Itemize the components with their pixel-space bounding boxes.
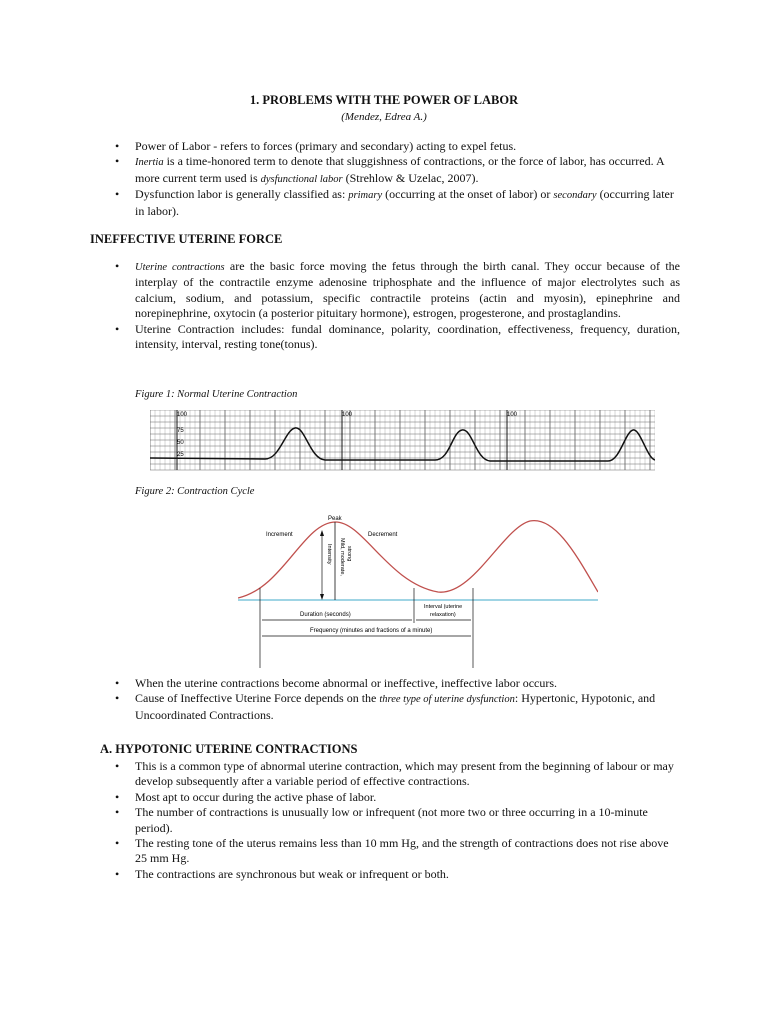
term-dysfunctional-labor: dysfunctional labor (260, 173, 343, 185)
section-heading-ineffective: INEFFECTIVE UTERINE FORCE (90, 232, 283, 246)
term-secondary: secondary (553, 190, 597, 202)
list-item (115, 259, 680, 322)
after-item-text: Cause of Ineffective Uterine Force depends on the (135, 691, 380, 706)
intro-item-text: (Strehlow & Uzelac, 2007). (342, 170, 479, 185)
intro-item-text: (occurring at the onset of labor) or (382, 187, 554, 202)
list-item (115, 867, 680, 882)
after-item-text: When the uterine contractions become abnormal or ineffective, ineffective labor occurs. (135, 676, 558, 690)
list-item (115, 676, 680, 691)
increment-label: Increment (266, 532, 293, 538)
normal-uterine-contraction-strip (150, 410, 655, 480)
hypotonic-item-text: The resting tone of the uterus remains less than 10 mm Hg, and the strength of contractions does not rise above 25 mm Hg. (135, 836, 669, 866)
figure2-caption: Figure 2: Contraction Cycle (135, 486, 255, 497)
hypotonic-item-text: The contractions are synchronous but weak or infrequent or both. (135, 866, 449, 881)
interval-label: relaxation) (430, 612, 456, 618)
interval-label: Interval (uterine (424, 604, 463, 610)
intro-item-text: (occurring later in labor). (135, 187, 674, 218)
decrement-label: Decrement (368, 532, 398, 538)
hypotonic-item-text: This is a common type of abnormal uterine contraction, which may present from the beginning of labour or may develop subsequently after a variable period of effective contractions. (135, 759, 674, 789)
document-title: 1. PROBLEMS WITH THE POWER OF LABOR (249, 93, 519, 107)
list-item (115, 836, 680, 867)
term-uterine-dysfunction: three type of uterine dysfunction (379, 694, 515, 706)
author-line: (Mendez, Edrea A.) (341, 111, 427, 123)
peak-label: Peak (328, 516, 342, 522)
scale-label: 100 (507, 412, 518, 418)
ineffective-list (115, 259, 680, 352)
duration-label: Duration (seconds) (300, 612, 351, 618)
contraction-tracing (150, 428, 655, 461)
section-heading-hypotonic: A. HYPOTONIC UTERINE CONTRACTIONS (100, 742, 358, 756)
intro-list (115, 139, 680, 219)
scale-label: 100 (342, 412, 353, 418)
figure1-caption: Figure 1: Normal Uterine Contraction (135, 389, 298, 400)
arrowhead (320, 594, 324, 600)
list-item (115, 691, 680, 723)
frequency-label: Frequency (minutes and fractions of a minute) (310, 628, 433, 634)
list-item (115, 139, 680, 154)
list-item (115, 154, 680, 187)
scale-label: 25 (177, 452, 184, 458)
hypotonic-item-text: The number of contractions is unusually low or infrequent (not more two or three occurring in a 10-minute period). (135, 805, 648, 835)
scale-label: 75 (177, 428, 184, 434)
intro-item-text: Dysfunction labor is generally classified as: (135, 187, 349, 202)
list-item (115, 790, 680, 805)
scale-label: 50 (177, 440, 184, 446)
intro-item-text: is a time-honored term to denote that sluggishness of contractions, or the force of labor, has occurred. A more current term used is (135, 154, 664, 185)
term-inertia: Inertia (135, 157, 164, 169)
list-item (115, 805, 680, 836)
after-item-text: : Hypertonic, Hypotonic, and Uncoordinated Contractions. (135, 691, 656, 722)
scale-label: 100 (177, 412, 188, 418)
contraction-cycle-diagram (238, 508, 598, 668)
list-item (115, 759, 680, 790)
list-item (115, 187, 680, 219)
ineffective-item-text: are the basic force moving the fetus through the birth canal. They occur because of the interplay of the contractile enzyme adenosine triphosphate and the influence of major electrolytes such as calcium, sodium, and potassium, specific contractile proteins (actin and myosin), epinephrine and norepinephrine, oxytocin (a posterior pituitary hormone), estrogen, progesterone, and prostaglandins. (135, 259, 680, 321)
after-list (115, 676, 680, 723)
ineffective-item-text: Uterine Contraction includes: fundal dominance, polarity, coordination, effectiveness, frequency, duration, intensity, interval, resting tone(tonus). (135, 321, 680, 352)
intensity-sub-label: Mild, moderate, (339, 538, 345, 576)
hypotonic-item-text: Most apt to occur during the active phase of labor. (135, 789, 377, 804)
hypotonic-list (115, 759, 680, 882)
intensity-label: Intensity (326, 544, 332, 565)
list-item (115, 322, 680, 353)
intro-item-text: Power of Labor - refers to forces (primary and secondary) acting to expel fetus. (135, 139, 517, 153)
intensity-sub-label: strong (346, 546, 352, 562)
arrowhead (320, 530, 324, 536)
term-primary: primary (348, 190, 383, 202)
term-uterine-contractions: Uterine contractions (135, 262, 225, 273)
